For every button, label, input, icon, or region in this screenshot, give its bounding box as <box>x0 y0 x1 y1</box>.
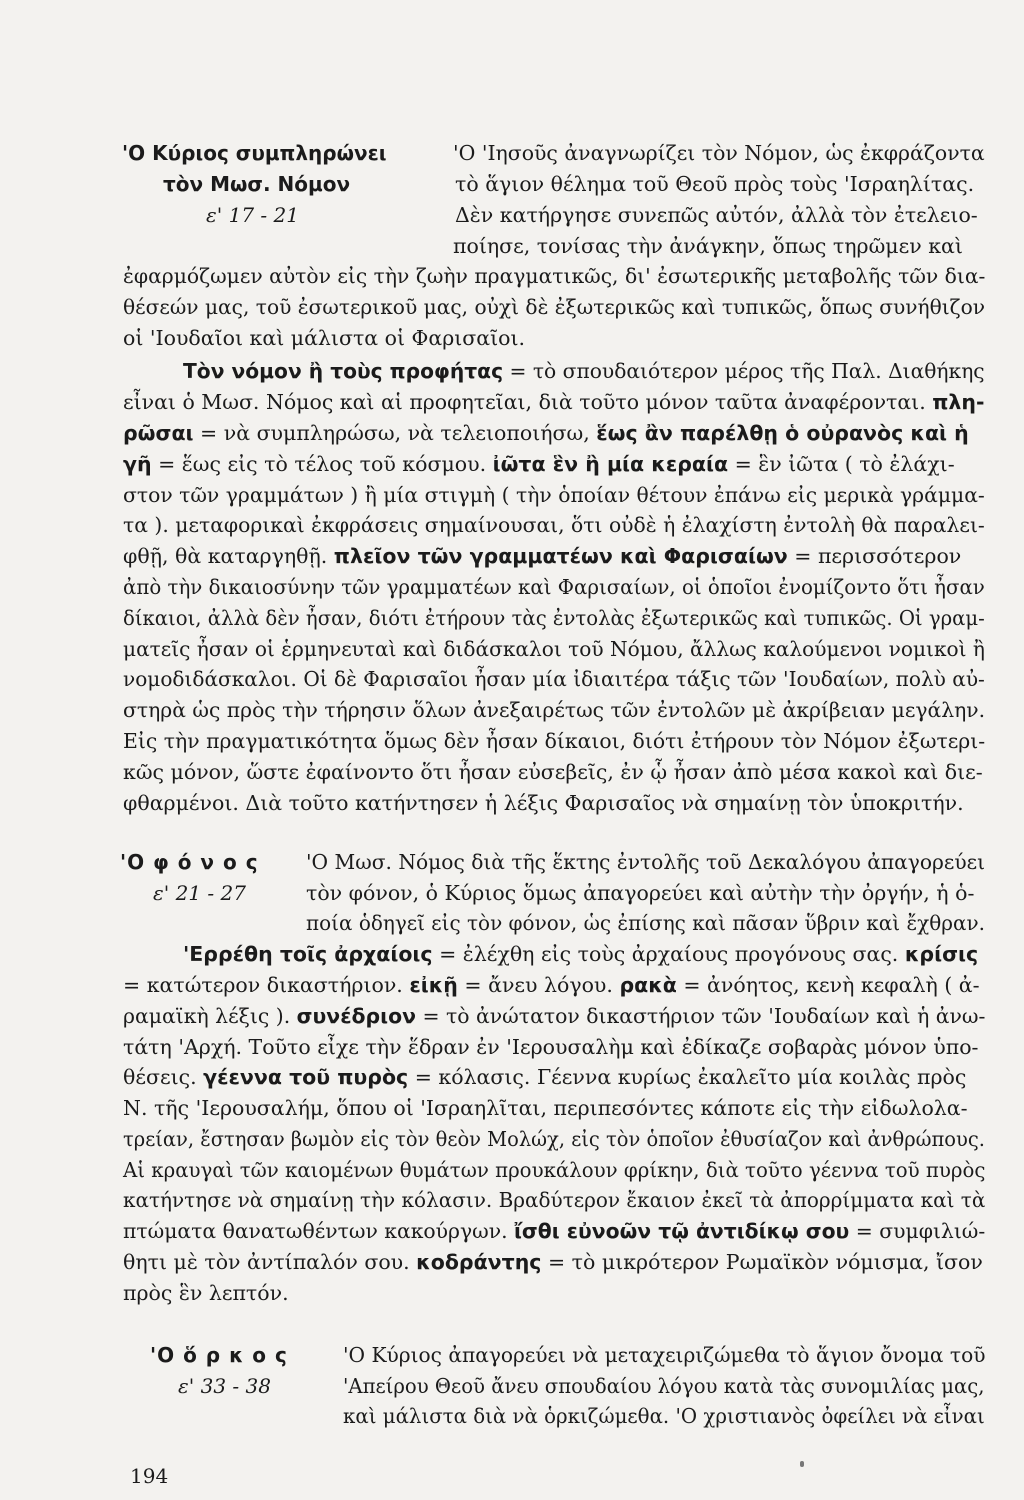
text-line <box>123 454 955 475</box>
text-line <box>123 669 985 690</box>
text-line <box>455 205 978 226</box>
text-run: φθῇ, θὰ καταργηθῇ. <box>123 544 334 568</box>
text-run: εἶναι ὁ Μωσ. Νόμος καὶ αἱ προφητεῖαι, διὰ τοῦτο μόνον ταῦτα ἀναφέρονται. <box>123 390 933 414</box>
text-line <box>453 236 963 257</box>
text-run: κῶς μόνον, ὥστε ἐφαίνοντο ὅτι ἦσαν εὐσεβεῖς, ἐν ᾧ ἦσαν ἀπὸ μέσα κακοὶ καὶ διε- <box>123 760 983 784</box>
text-line <box>123 1221 985 1242</box>
text-run: θέσεις. <box>123 1065 204 1089</box>
text-line <box>123 1190 985 1211</box>
text-line <box>123 639 985 660</box>
term-bold: συνέδριον <box>296 1004 416 1028</box>
text-line <box>183 361 985 382</box>
text-run: κατήντησε νὰ σημαίνῃ τὴν κόλασιν. Βραδύτερον ἔκαιον ἐκεῖ τὰ ἀπορρίμματα καὶ τὰ <box>123 1188 986 1212</box>
text-line <box>123 700 985 721</box>
term-bold: γῆ <box>123 452 152 476</box>
text-line <box>123 485 985 506</box>
text-run: Εἰς τὴν πραγματικότητα ὅμως δὲν ἦσαν δίκαιοι, διότι ἐτήρουν τὸν Νόμον ἐξωτερι- <box>123 729 986 753</box>
text-line <box>123 546 961 567</box>
text-run: = ἄνευ λόγου. <box>457 973 620 997</box>
text-run: θέσεών μας, τοῦ ἐσωτερικοῦ μας, οὐχὶ δὲ ἐξωτερικῶς καὶ τυπικῶς, ὅπως συνήθιζον <box>123 295 985 319</box>
text-line <box>123 975 980 996</box>
term-bold: ἴσθι εὐνοῶν τῷ ἀντιδίκῳ σου <box>514 1219 850 1243</box>
text-line <box>306 883 974 904</box>
text-run: Ν. τῆς 'Ιερουσαλήμ, ὅπου οἱ 'Ισραηλῖται, περιπεσόντες κάποτε εἰς τὴν εἰδωλολα- <box>123 1096 968 1120</box>
text-run: ραμαϊκὴ λέξις ). <box>123 1004 297 1028</box>
verse-reference: ε' 21 - 27 <box>153 881 246 905</box>
text-line <box>306 852 985 873</box>
term-bold: γέεννα τοῦ πυρὸς <box>203 1065 409 1089</box>
text-run: ματεῖς ἦσαν οἱ ἑρμηνευταὶ καὶ διδάσκαλοι τοῦ Νόμου, ἄλλως καλούμενοι νομικοὶ ἢ <box>123 637 985 661</box>
text-run: Δὲν κατήργησε συνεπῶς αὐτόν, ἀλλὰ τὸν ἐτελειο- <box>455 203 978 227</box>
text-run: τρείαν, ἔστησαν βωμὸν εἰς τὸν θεὸν Μολώχ, εἰς τὸν ὁποῖον ἐθυσίαζον καὶ ἀνθρώπους. <box>123 1127 985 1151</box>
text-line <box>123 577 985 598</box>
text-run: Αἱ κραυγαὶ τῶν καιομένων θυμάτων προυκάλουν φρίκην, διὰ τοῦτο γέεννα τοῦ πυρὸς <box>123 1158 986 1182</box>
term-bold: ρακὰ <box>619 973 677 997</box>
text-line <box>123 266 985 287</box>
text-run: = κατώτερον δικαστήριον. <box>123 973 410 997</box>
text-run: = τὸ μικρότερον Ρωμαϊκὸν νόμισμα, ἴσον <box>541 1250 983 1274</box>
term-bold: Τὸν νόμον ἢ τοὺς προφήτας <box>183 359 504 383</box>
section-heading: 'Ο φ ό ν ο ς <box>120 850 259 874</box>
section-heading: 'Ο ὅ ρ κ ο ς <box>150 1343 288 1367</box>
text-run: καὶ μάλιστα διὰ νὰ ὁρκιζώμεθα. 'Ο χριστιανὸς ὀφείλει νὰ εἶναι <box>343 1404 985 1428</box>
text-line <box>123 731 985 752</box>
text-run: 'Απείρου Θεοῦ ἄνευ σπουδαίου λόγου κατὰ τὰς συνομιλίας μας, <box>343 1374 985 1398</box>
text-run: = τὸ σπουδαιότερον μέρος τῆς Παλ. Διαθήκης <box>503 359 985 383</box>
text-run: τα ). μεταφορικαὶ ἐκφράσεις σημαίνουσαι, ὅτι οὐδὲ ἡ ἐλαχίστη ἐντολὴ θὰ παραλει- <box>123 513 985 537</box>
text-line <box>453 143 985 164</box>
text-run: 'Ο Κύριος ἀπαγορεύει νὰ μεταχειριζώμεθα τὸ ἅγιον ὄνομα τοῦ <box>343 1343 986 1367</box>
text-run: 'Ο Μωσ. Νόμος διὰ τῆς ἕκτης ἐντολῆς τοῦ Δεκαλόγου ἀπαγορεύει <box>306 850 986 874</box>
text-line <box>123 1129 985 1150</box>
verse-reference: ε' 33 - 38 <box>178 1374 271 1398</box>
text-line <box>123 1160 985 1181</box>
text-run: = περισσότερον <box>787 544 962 568</box>
text-line <box>123 392 984 413</box>
verse-reference: ε' 17 - 21 <box>206 203 299 227</box>
text-line <box>455 174 974 195</box>
text-line <box>123 1067 966 1088</box>
text-run: = νὰ συμπληρώσω, νὰ τελειοποιήσω, <box>193 421 597 445</box>
text-run: = ἐλέχθη εἰς τοὺς ἀρχαίους προγόνους σας. <box>432 942 905 966</box>
text-run: πρὸς ἓν λεπτόν. <box>123 1281 289 1305</box>
text-line <box>123 608 985 629</box>
text-line <box>123 1006 985 1027</box>
text-line <box>123 793 964 814</box>
text-run: = συμφιλιώ- <box>849 1219 986 1243</box>
term-bold: εἰκῇ <box>409 973 458 997</box>
text-run: ποίησε, τονίσας τὴν ἀνάγκην, ὅπως τηρῶμεν καὶ <box>453 234 963 258</box>
term-bold: ἰῶτα ἓν ἢ μία κεραία <box>492 452 729 476</box>
text-run: θητι μὲ τὸν ἀντίπαλόν σου. <box>123 1250 417 1274</box>
text-run: στηρὰ ὡς πρὸς τὴν τήρησιν ὅλων ἀνεξαιρέτως τῶν ἐντολῶν μὲ ἀκρίβειαν μεγάλην. <box>123 698 986 722</box>
text-run: στον τῶν γραμμάτων ) ἢ μία στιγμὴ ( τὴν ὁποίαν θέτουν ἐπάνω εἰς μερικὰ γράμμα- <box>123 483 985 507</box>
text-run: ἐφαρμόζωμεν αὐτὸν εἰς τὴν ζωὴν πραγματικῶς, δι' ἐσωτερικῆς μεταβολῆς τῶν δια- <box>123 264 986 288</box>
term-bold: 'Ερρέθη τοῖς ἀρχαίοις <box>183 942 433 966</box>
text-line <box>343 1406 985 1427</box>
text-run: τάτη 'Αρχή. Τοῦτο εἶχε τὴν ἕδραν ἐν 'Ιερουσαλὴμ καὶ ἐδίκαζε σοβαρὰς μόνον ὑπο- <box>123 1035 979 1059</box>
text-line <box>123 423 969 444</box>
text-run: τὸ ἅγιον θέλημα τοῦ Θεοῦ πρὸς τοὺς 'Ισραηλίτας. <box>455 172 975 196</box>
text-line <box>343 1345 985 1366</box>
text-line <box>123 1037 978 1058</box>
term-bold: ρῶσαι <box>123 421 194 445</box>
text-line <box>306 913 985 934</box>
text-line <box>123 1252 983 1273</box>
text-run: οἱ 'Ιουδαῖοι καὶ μάλιστα οἱ Φαρισαῖοι. <box>123 326 526 350</box>
print-speck <box>800 1461 804 1467</box>
term-bold: ἕως ἂν παρέλθῃ ὁ οὐρανὸς καὶ ἡ <box>596 421 969 445</box>
text-run: = κόλασις. Γέεννα κυρίως ἐκαλεῖτο μία κοιλὰς πρὸς <box>408 1065 967 1089</box>
term-bold: πλεῖον τῶν γραμματέων καὶ Φαρισαίων <box>333 544 788 568</box>
text-run: τὸν φόνον, ὁ Κύριος ὅμως ἀπαγορεύει καὶ αὐτὴν τὴν ὀργήν, ἡ ὁ- <box>306 881 975 905</box>
text-run: νομοδιδάσκαλοι. Οἱ δὲ Φαρισαῖοι ἦσαν μία ἰδιαιτέρα τάξις τῶν 'Ιουδαίων, πολὺ αὐ- <box>123 667 985 691</box>
text-run: δίκαιοι, ἀλλὰ δὲν ἦσαν, διότι ἐτήρουν τὰς ἐντολὰς ἐξωτερικῶς καὶ τυπικῶς. Οἱ γραμ- <box>123 606 985 630</box>
text-run: = τὸ ἀνώτατον δικαστήριον τῶν 'Ιουδαίων καὶ ἡ ἀνω- <box>415 1004 986 1028</box>
text-line <box>123 762 983 783</box>
term-bold: κρίσις <box>904 942 979 966</box>
text-line <box>343 1376 985 1397</box>
text-run: = ἕως εἰς τὸ τέλος τοῦ κόσμου. <box>151 452 493 476</box>
text-line <box>183 944 978 965</box>
text-line <box>123 297 985 318</box>
page-number: 194 <box>130 1464 169 1488</box>
section-heading: 'Ο Κύριος συμπληρώνει <box>122 141 387 165</box>
text-line <box>123 328 525 349</box>
text-line <box>123 515 985 536</box>
text-run: φθαρμένοι. Διὰ τοῦτο κατήντησεν ἡ λέξις Φαρισαῖος νὰ σημαίνῃ τὸν ὑποκριτήν. <box>123 791 964 815</box>
text-run: ἀπὸ τὴν δικαιοσύνην τῶν γραμματέων καὶ Φαρισαίων, οἱ ὁποῖοι ἐνομίζοντο ὅτι ἦσαν <box>123 575 985 599</box>
text-run: = ἓν ἰῶτα ( τὸ ἐλάχι- <box>728 452 955 476</box>
text-run: πτώματα θανατωθέντων κακούργων. <box>123 1219 515 1243</box>
term-bold: κοδράντης <box>416 1250 542 1274</box>
text-run: ποία ὁδηγεῖ εἰς τὸν φόνον, ὡς ἐπίσης καὶ πᾶσαν ὕβριν καὶ ἔχθραν. <box>306 911 986 935</box>
text-line <box>123 1283 289 1304</box>
text-run: 'Ο 'Ιησοῦς ἀναγνωρίζει τὸν Νόμον, ὡς ἐκφράζοντα <box>453 141 985 165</box>
text-run: = ἀνόητος, κενὴ κεφαλὴ ( ἀ- <box>676 973 980 997</box>
text-line <box>123 1098 968 1119</box>
section-heading: τὸν Μωσ. Νόμον <box>163 172 351 196</box>
term-bold: πλη- <box>932 390 985 414</box>
